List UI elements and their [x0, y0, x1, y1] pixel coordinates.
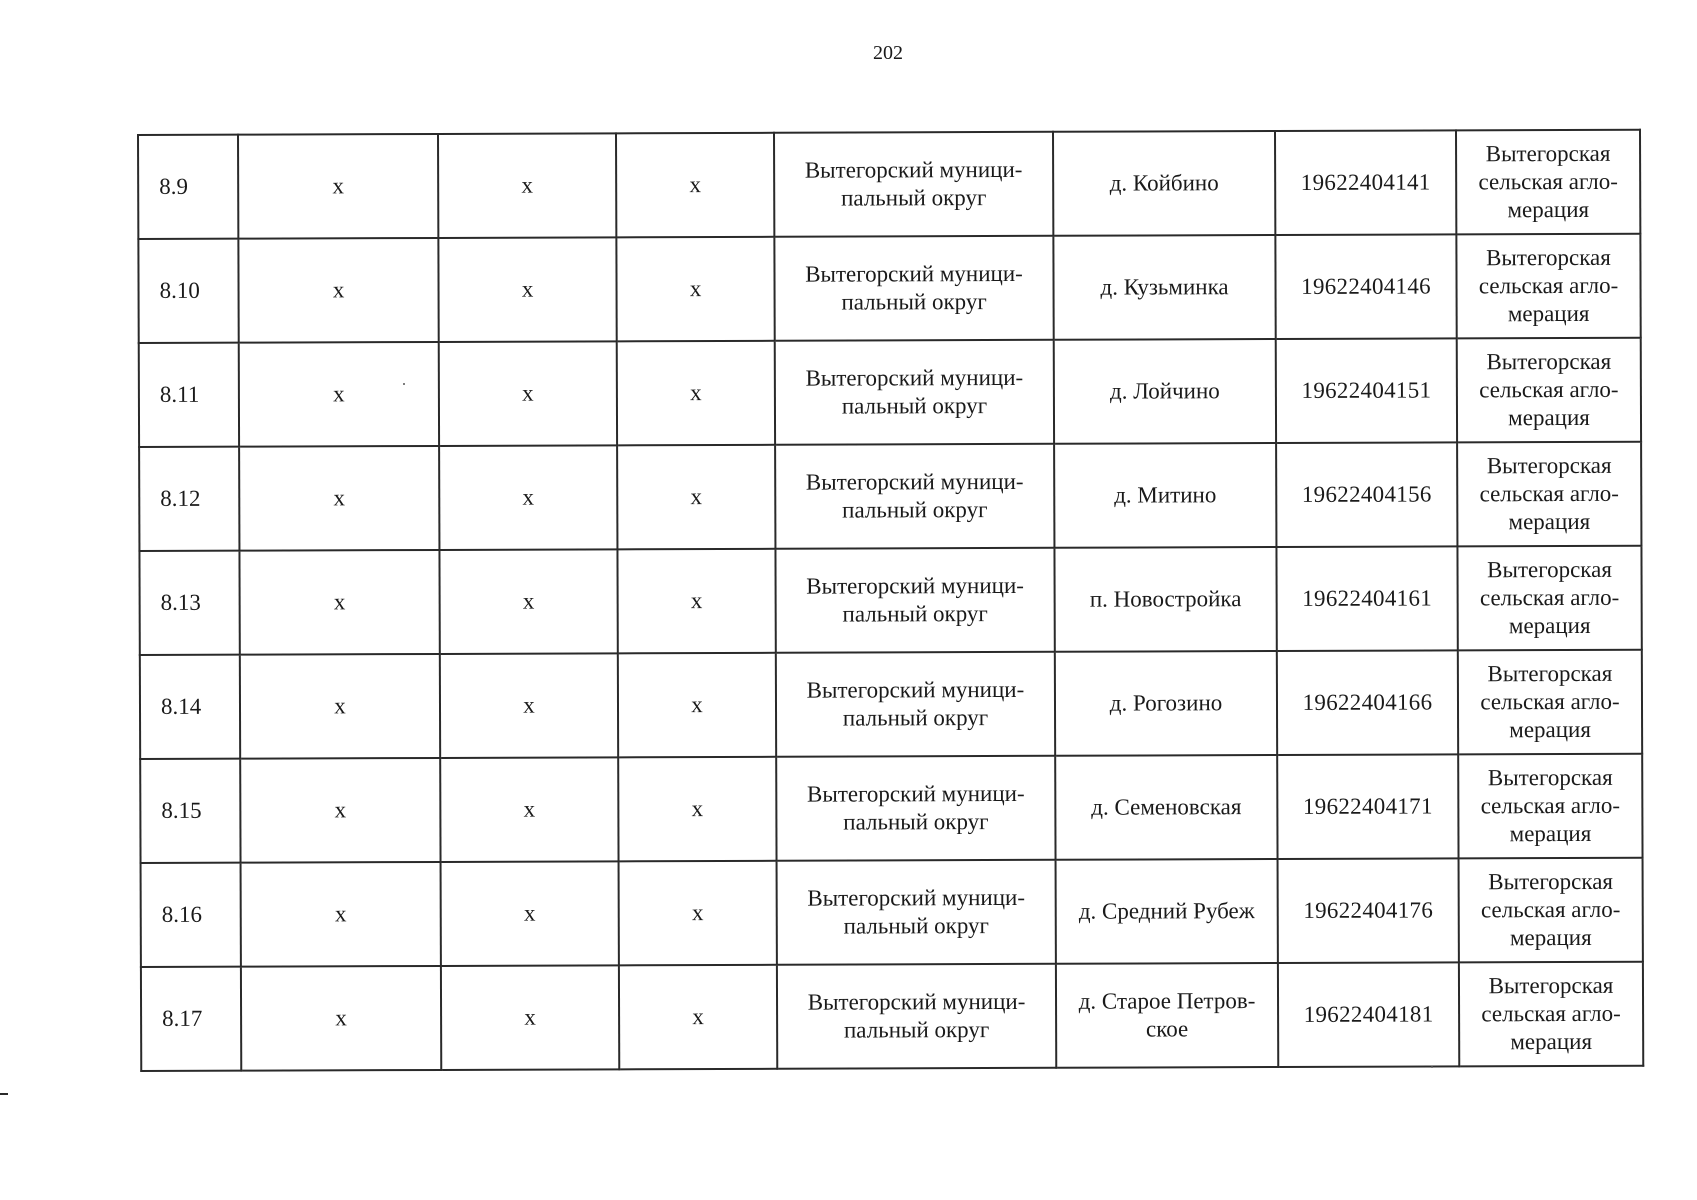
- table-row: [139, 338, 1641, 447]
- settlement-cell: д. Кузьминка: [1053, 235, 1275, 340]
- table-row: [140, 650, 1642, 759]
- scan-speck: [403, 383, 405, 385]
- x-cell: x: [439, 445, 617, 550]
- oktmo-code-cell: 19622404141: [1275, 130, 1456, 235]
- x-cell: x: [238, 238, 438, 343]
- agglomeration-cell: Вытегорская сельская агло-мерация: [1457, 442, 1641, 547]
- x-cell: x: [618, 653, 776, 758]
- x-cell: x: [239, 342, 439, 447]
- settlement-cell: д. Лойчино: [1054, 339, 1276, 444]
- x-cell: x: [438, 133, 616, 238]
- x-cell: x: [619, 965, 777, 1070]
- settlement-cell: д. Средний Рубеж: [1056, 859, 1278, 964]
- x-cell: x: [619, 861, 777, 966]
- table-row: [138, 234, 1640, 343]
- table-row: [139, 546, 1641, 655]
- oktmo-code-cell: 19622404146: [1275, 234, 1456, 339]
- oktmo-code-cell: 19622404161: [1276, 546, 1457, 651]
- agglomeration-cell: Вытегорская сельская агло-мерация: [1456, 130, 1640, 235]
- agglomeration-cell: Вытегорская сельская агло-мерация: [1459, 858, 1643, 963]
- x-cell: x: [239, 550, 439, 655]
- table-row: [138, 130, 1640, 239]
- x-cell: x: [239, 446, 439, 551]
- row-number-cell: 8.17: [141, 967, 241, 1071]
- row-number-cell: 8.15: [140, 759, 240, 863]
- table-row: [141, 858, 1643, 967]
- x-cell: x: [616, 237, 774, 342]
- scan-speck: [1431, 1066, 1433, 1068]
- settlement-cell: д. Койбино: [1053, 131, 1275, 236]
- agglomeration-cell: Вытегорская сельская агло-мерация: [1457, 546, 1641, 651]
- municipality-cell: Вытегорский муници-пальный округ: [775, 444, 1054, 549]
- settlement-cell: д. Рогозино: [1055, 651, 1277, 756]
- agglomeration-cell: Вытегорская сельская агло-мерация: [1459, 962, 1643, 1067]
- municipality-cell: Вытегорский муници-пальный округ: [775, 548, 1054, 653]
- x-cell: x: [240, 654, 440, 759]
- row-number-cell: 8.10: [138, 239, 238, 343]
- x-cell: x: [241, 966, 441, 1071]
- x-cell: x: [439, 549, 617, 654]
- table-body: [138, 130, 1643, 1071]
- municipality-cell: Вытегорский муници-пальный округ: [774, 236, 1053, 341]
- municipality-cell: Вытегорский муници-пальный округ: [776, 652, 1055, 757]
- agglomeration-cell: Вытегорская сельская агло-мерация: [1458, 754, 1642, 859]
- row-number-cell: 8.14: [140, 655, 240, 759]
- row-number-cell: 8.16: [141, 863, 241, 967]
- row-number-cell: 8.12: [139, 447, 239, 551]
- settlement-cell: д. Старое Петров-ское: [1056, 963, 1278, 1068]
- row-number-cell: 8.11: [139, 343, 239, 447]
- agglomeration-cell: Вытегорская сельская агло-мерация: [1458, 650, 1642, 755]
- x-cell: x: [440, 757, 618, 862]
- oktmo-code-cell: 19622404171: [1277, 754, 1458, 859]
- page-number: 202: [873, 42, 903, 64]
- agglomeration-cell: Вытегорская сельская агло-мерация: [1456, 234, 1640, 339]
- municipality-cell: Вытегорский муници-пальный округ: [775, 340, 1054, 445]
- settlement-cell: д. Семеновская: [1055, 755, 1277, 860]
- municipality-cell: Вытегорский муници-пальный округ: [774, 132, 1053, 237]
- settlement-cell: п. Новостройка: [1054, 547, 1276, 652]
- x-cell: x: [616, 133, 774, 238]
- settlement-cell: д. Митино: [1054, 443, 1276, 548]
- oktmo-code-cell: 19622404151: [1276, 338, 1457, 443]
- oktmo-code-cell: 19622404181: [1278, 962, 1459, 1067]
- x-cell: x: [240, 758, 440, 863]
- x-cell: x: [241, 862, 441, 967]
- x-cell: x: [439, 341, 617, 446]
- x-cell: x: [617, 341, 775, 446]
- x-cell: x: [618, 757, 776, 862]
- x-cell: x: [617, 445, 775, 550]
- municipality-cell: Вытегорский муници-пальный округ: [777, 860, 1056, 965]
- x-cell: x: [441, 861, 619, 966]
- x-cell: x: [441, 965, 619, 1070]
- oktmo-code-cell: 19622404176: [1278, 858, 1459, 963]
- settlements-table: [137, 129, 1644, 1072]
- municipality-cell: Вытегорский муници-пальный округ: [776, 756, 1055, 861]
- agglomeration-cell: Вытегорская сельская агло-мерация: [1457, 338, 1641, 443]
- x-cell: x: [238, 134, 438, 239]
- x-cell: x: [438, 237, 616, 342]
- row-number-cell: 8.13: [139, 551, 239, 655]
- row-number-cell: 8.9: [138, 135, 238, 239]
- margin-mark: [0, 1093, 8, 1095]
- oktmo-code-cell: 19622404156: [1276, 442, 1457, 547]
- table-row: [139, 442, 1641, 551]
- table-row: [141, 962, 1643, 1071]
- x-cell: x: [617, 549, 775, 654]
- municipality-cell: Вытегорский муници-пальный округ: [777, 964, 1056, 1069]
- oktmo-code-cell: 19622404166: [1277, 650, 1458, 755]
- x-cell: x: [440, 653, 618, 758]
- table-row: [140, 754, 1642, 863]
